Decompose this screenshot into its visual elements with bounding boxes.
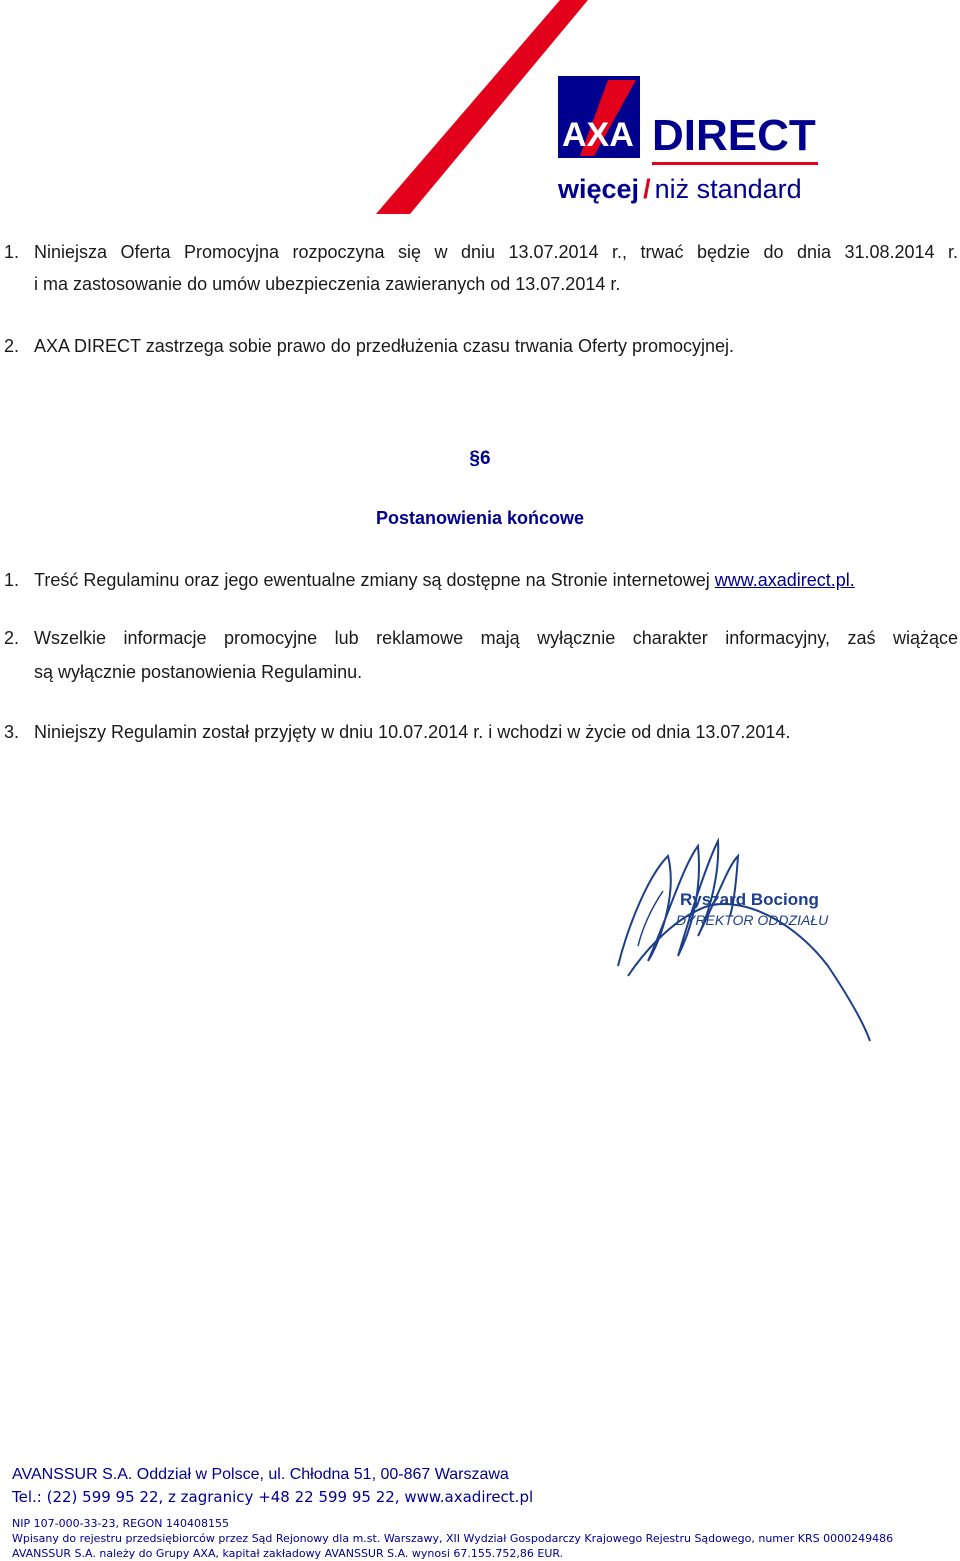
signatory-role: DYREKTOR ODDZIAŁU [676, 912, 829, 928]
tagline-standard: niż standard [654, 174, 802, 204]
final-item-3-text: Niniejszy Regulamin został przyjęty w dniu 10.07.2014 r. i wchodzi w życie od dnia 13.07.2014. [34, 722, 791, 742]
final-item-1-text: Treść Regulaminu oraz jego ewentualne zmiany są dostępne na Stronie internetowej [34, 570, 715, 590]
final-item-1-number: 1. [4, 570, 20, 590]
tagline-more: więcej [558, 174, 640, 204]
intro-item-2-number: 2. [4, 336, 20, 356]
logo-underline [652, 162, 818, 165]
intro-item-1-line2: i ma zastosowanie do umów ubezpieczenia zawieranych od 13.07.2014 r. [34, 274, 621, 294]
red-slash-shape [376, 0, 588, 214]
final-item-2-number: 2. [4, 628, 20, 648]
logo-axa-text: AXA [562, 116, 634, 154]
tagline [558, 174, 802, 205]
final-item-3-number: 3. [4, 722, 20, 742]
intro-item-1-number: 1. [4, 242, 20, 262]
intro-item-1 [0, 236, 958, 268]
tagline-slash: / [643, 174, 651, 204]
axa-direct-logo [370, 0, 840, 220]
website-link[interactable]: www.axadirect.pl. [714, 570, 855, 590]
final-item-2-line2: są wyłącznie postanowienia Regulaminu. [34, 662, 363, 682]
final-item-3 [0, 716, 958, 748]
handwritten-signature [608, 836, 878, 1046]
section-number: §6 [469, 448, 491, 469]
footer [12, 1464, 893, 1561]
signatory-name: Ryszard Bociong [680, 890, 819, 909]
intro-item-2-text: AXA DIRECT zastrzega sobie prawo do przedłużenia czasu trwania Oferty promocyjnej. [34, 336, 734, 356]
final-item-2-line1: Wszelkie informacje promocyjne lub reklamowe mają wyłącznie charakter informacyjny, zaś wiążące [34, 628, 958, 648]
footer-registry: Wpisany do rejestru przedsiębiorców przez Sąd Rejonowy dla m.st. Warszawy, XII Wydział Gospodarczy Krajowego Rejestru Sądowego, numer KRS 0000249486 [12, 1532, 894, 1545]
section-title: Postanowienia końcowe [375, 508, 585, 528]
footer-phone: Tel.: (22) 599 95 22, z zagranicy +48 22 599 95 22, www.axadirect.pl [12, 1488, 534, 1506]
final-item-1 [0, 564, 958, 596]
intro-item-2 [0, 330, 958, 362]
intro-item-1-line1: Niniejsza Oferta Promocyjna rozpoczyna się w dniu 13.07.2014 r., trwać będzie do dnia 31.08.2014 r. [34, 242, 958, 262]
footer-address: AVANSSUR S.A. Oddział w Polsce, ul. Chłodna 51, 00-867 Warszawa [12, 1466, 509, 1483]
final-item-2 [0, 622, 958, 654]
final-item-2-cont [0, 656, 958, 688]
logo-brand-text: DIRECT [652, 111, 816, 160]
intro-item-1-cont [0, 268, 958, 300]
footer-nip: NIP 107-000-33-23, REGON 140408155 [12, 1517, 229, 1530]
footer-capital: AVANSSUR S.A. należy do Grupy AXA, kapitał zakładowy AVANSSUR S.A. wynosi 67.155.752,86 EUR. [12, 1547, 564, 1560]
